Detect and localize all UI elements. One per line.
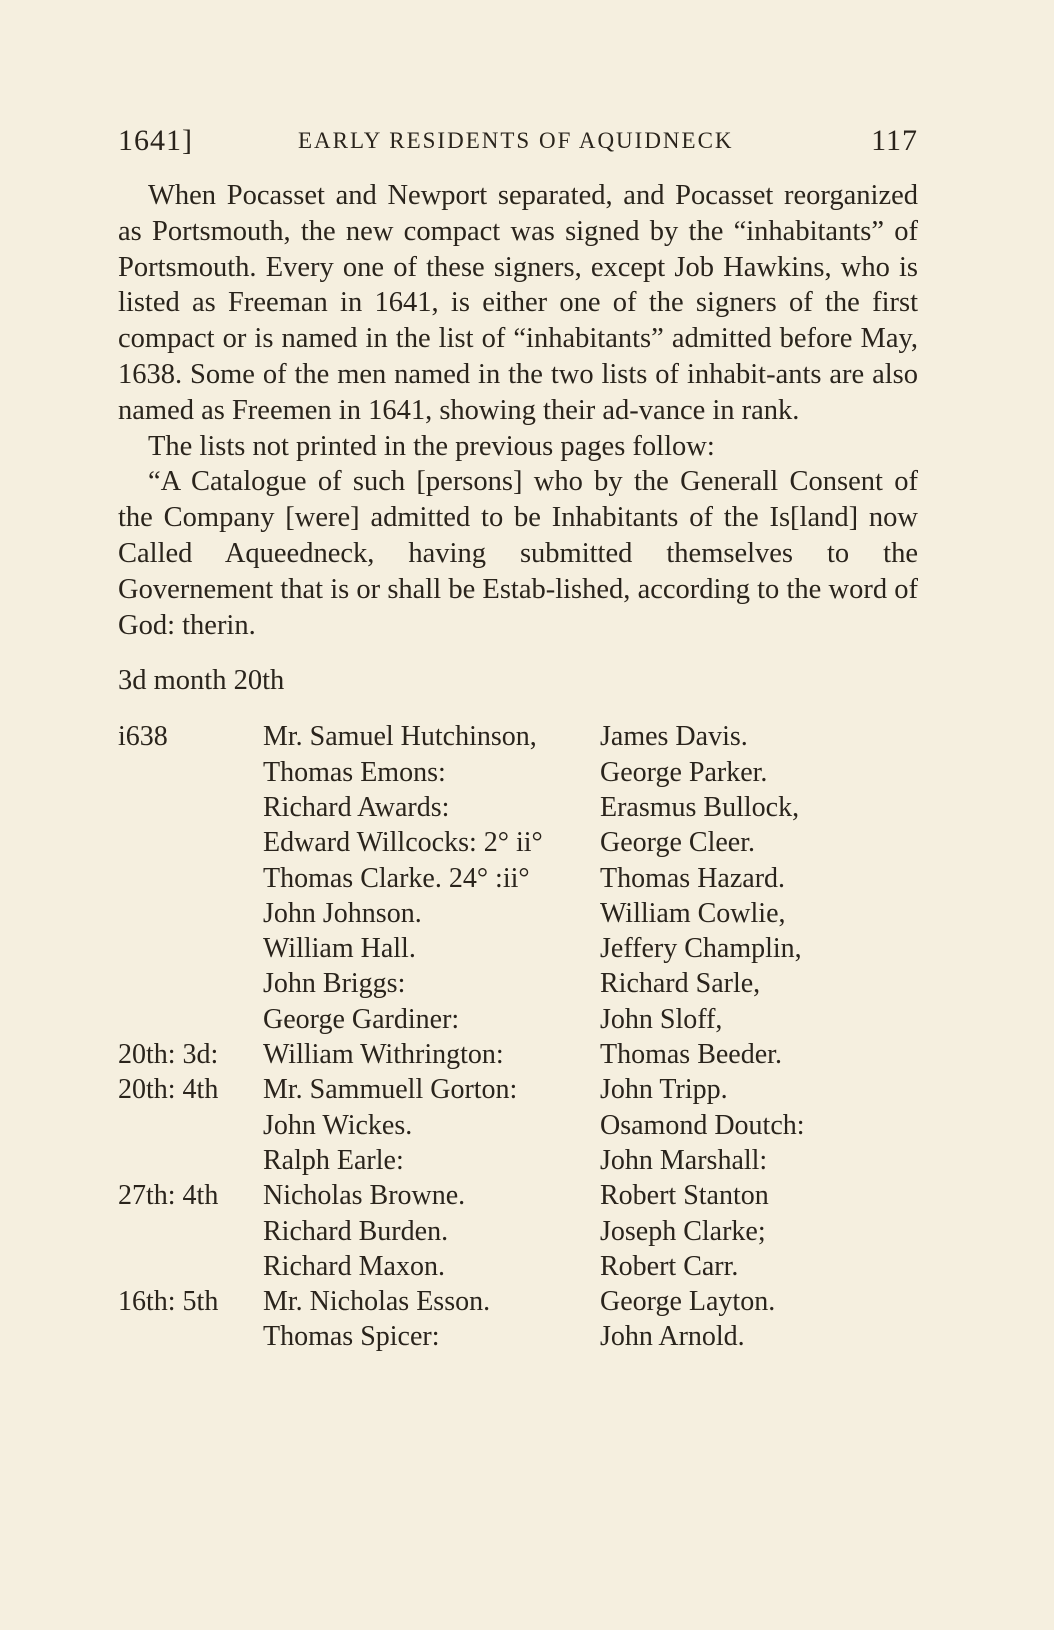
- roster-name-right: Erasmus Bullock,: [600, 791, 800, 823]
- month-line: 3d month 20th: [118, 665, 285, 697]
- roster-row: [118, 966, 918, 1001]
- roster-name-left: John Wickes.: [263, 1109, 413, 1141]
- roster-name-right: George Cleer.: [600, 827, 755, 859]
- roster-name-left: Richard Maxon.: [263, 1250, 445, 1282]
- roster-name-right: Jeffery Champlin,: [600, 933, 802, 965]
- roster-row: [118, 1284, 918, 1319]
- roster-row: [118, 1319, 918, 1354]
- roster-row: [118, 1214, 918, 1249]
- roster-name-right: John Marshall:: [600, 1144, 768, 1176]
- roster-name-left: Nicholas Browne.: [263, 1180, 466, 1212]
- roster-name-right: George Parker.: [600, 756, 768, 788]
- roster-name-left: Richard Burden.: [263, 1215, 449, 1247]
- roster-name-right: John Arnold.: [600, 1321, 745, 1353]
- body-paragraph-2: The lists not printed in the previous pages follow:: [148, 430, 715, 462]
- book-page: [118, 118, 918, 1355]
- roster-name-left: John Johnson.: [263, 897, 422, 929]
- roster-name-right: John Sloff,: [600, 1003, 723, 1035]
- roster-name-right: George Layton.: [600, 1286, 776, 1318]
- roster-row: [118, 825, 918, 860]
- roster-date: 20th: 4th: [118, 1074, 219, 1106]
- roster-row: [118, 1037, 918, 1072]
- roster-name-left: Ralph Earle:: [263, 1144, 404, 1176]
- roster-row: [118, 931, 918, 966]
- roster-name-left: Richard Awards:: [263, 791, 450, 823]
- header-title: EARLY RESIDENTS OF AQUIDNECK: [298, 128, 734, 153]
- roster-name-right: Robert Stanton: [600, 1180, 769, 1212]
- page-number: 117: [871, 124, 918, 157]
- roster-date: 16th: 5th: [118, 1286, 219, 1318]
- roster-name-left: Edward Willcocks: 2° ii°: [263, 827, 543, 859]
- roster-row: [118, 719, 918, 754]
- roster-name-right: Thomas Beeder.: [600, 1039, 782, 1071]
- roster-name-right: Thomas Hazard.: [600, 862, 786, 894]
- header-year: 1641]: [118, 124, 193, 157]
- roster-name-right: Robert Carr.: [600, 1250, 739, 1282]
- roster-row: [118, 1178, 918, 1213]
- roster-name-right: Joseph Clarke;: [600, 1215, 766, 1247]
- roster-name-right: James Davis.: [600, 721, 748, 753]
- roster-row: [118, 861, 918, 896]
- roster-name-left: Mr. Nicholas Esson.: [263, 1286, 491, 1318]
- roster-name-left: Thomas Clarke. 24° :ii°: [263, 862, 530, 894]
- roster-name-right: William Cowlie,: [600, 897, 786, 929]
- roster-name-left: Thomas Emons:: [263, 756, 446, 788]
- roster-row: [118, 1143, 918, 1178]
- body-paragraph-1: When Pocasset and Newport separated, and Pocasset reorganized as Portsmouth, the new compact was signed by the “inhabitants” of Portsmouth. Every one of these signers, except Job Hawkins, who is listed as Freeman in 1641, is either one of the signers of the first compact or is named in the list of “inhabitants” admitted before May, 1638. Some of the men named in the two lists of inhabit-ants are also named as Freemen in 1641, showing their ad-vance in rank.: [118, 180, 918, 426]
- roster-date: 20th: 3d:: [118, 1039, 219, 1071]
- roster-row: [118, 896, 918, 931]
- roster-date: i638: [118, 721, 168, 753]
- roster-name-left: William Hall.: [263, 933, 416, 965]
- roster-name-right: Osamond Doutch:: [600, 1109, 805, 1141]
- roster-name-left: John Briggs:: [263, 968, 406, 1000]
- catalogue-quote: “A Catalogue of such [persons] who by the Generall Consent of the Company [were] admitted to be Inhabitants of the Is[land] now Called Aqueedneck, having submitted themselves to the Governement that is or shall be Estab-lished, according to the word of God: therin.: [118, 466, 918, 641]
- roster-name-left: Thomas Spicer:: [263, 1321, 440, 1353]
- roster-row: [118, 1249, 918, 1284]
- roster-name-right: John Tripp.: [600, 1074, 728, 1106]
- roster-name-left: Mr. Sammuell Gorton:: [263, 1074, 518, 1106]
- roster-name-right: Richard Sarle,: [600, 968, 761, 1000]
- roster-row: [118, 755, 918, 790]
- roster-row: [118, 1002, 918, 1037]
- roster-row: [118, 790, 918, 825]
- roster-name-left: George Gardiner:: [263, 1003, 460, 1035]
- roster-name-left: Mr. Samuel Hutchinson,: [263, 721, 537, 753]
- roster-date: 27th: 4th: [118, 1180, 219, 1212]
- running-head: [118, 118, 918, 158]
- roster-row: [118, 1072, 918, 1107]
- inhabitants-roster: [118, 719, 918, 1354]
- roster-row: [118, 1108, 918, 1143]
- roster-name-left: William Withrington:: [263, 1039, 504, 1071]
